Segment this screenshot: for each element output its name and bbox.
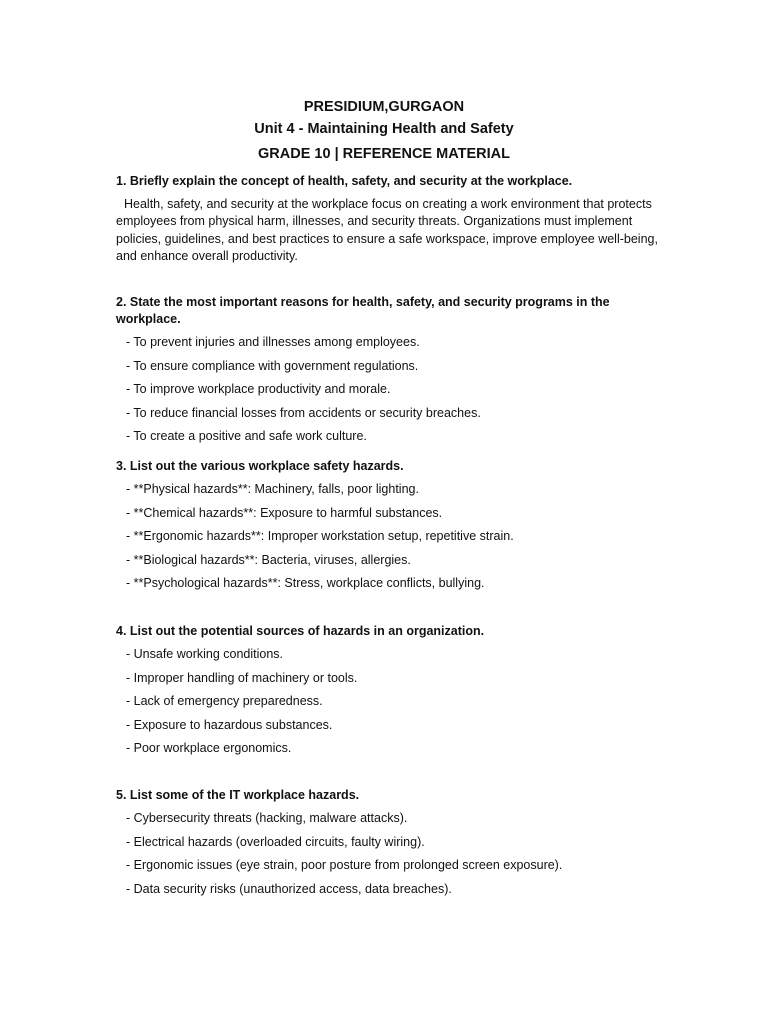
question-5: 5. List some of the IT workplace hazards.	[116, 788, 360, 802]
list-item: - Data security risks (unauthorized access, data breaches).	[126, 881, 452, 896]
question-2: 2. State the most important reasons for health, safety, and security programs in the workplace.	[116, 295, 610, 326]
list-item: - Unsafe working conditions.	[126, 647, 284, 661]
question-4: 4. List out the potential sources of hazards in an organization.	[116, 624, 485, 638]
section-4	[116, 623, 676, 764]
list-item: - Poor workplace ergonomics.	[126, 741, 292, 756]
answer-3-list	[126, 481, 676, 591]
list-item: - To prevent injuries and illnesses among employees.	[126, 335, 420, 349]
section-5	[116, 787, 676, 904]
list-item: - **Psychological hazards**: Stress, workplace conflicts, bullying.	[126, 576, 485, 591]
list-item: - Electrical hazards (overloaded circuits, faulty wiring).	[126, 834, 425, 849]
list-item: - Ergonomic issues (eye strain, poor posture from prolonged screen exposure).	[126, 858, 563, 873]
answer-4-list	[126, 646, 676, 756]
list-item: - To improve workplace productivity and morale.	[126, 382, 391, 397]
list-item: - **Chemical hazards**: Exposure to harmful substances.	[126, 505, 443, 520]
list-item: - **Biological hazards**: Bacteria, viruses, allergies.	[126, 552, 411, 567]
list-item: - Improper handling of machinery or tools.	[126, 670, 358, 685]
list-item: - To ensure compliance with government regulations.	[126, 358, 419, 373]
list-item: - **Ergonomic hazards**: Improper workstation setup, repetitive strain.	[126, 529, 514, 544]
list-item: - Lack of emergency preparedness.	[126, 694, 323, 709]
answer-5-list	[126, 810, 676, 897]
unit-title: Unit 4 - Maintaining Health and Safety	[254, 121, 514, 137]
grade-title: GRADE 10 | REFERENCE MATERIAL	[258, 146, 510, 162]
list-item: - Cybersecurity threats (hacking, malware attacks).	[126, 811, 408, 825]
section-2	[116, 294, 676, 452]
section-1	[116, 173, 676, 265]
school-title: PRESIDIUM,GURGAON	[303, 99, 465, 115]
question-1: 1. Briefly explain the concept of health, safety, and security at the workplace.	[116, 174, 573, 188]
section-3	[116, 458, 676, 599]
question-3: 3. List out the various workplace safety hazards.	[116, 459, 404, 473]
answer-2-list	[126, 334, 676, 444]
list-item: - To create a positive and safe work culture.	[126, 429, 367, 444]
list-item: - Exposure to hazardous substances.	[126, 717, 333, 732]
list-item: - **Physical hazards**: Machinery, falls, poor lighting.	[126, 482, 419, 496]
list-item: - To reduce financial losses from accidents or security breaches.	[126, 405, 481, 420]
answer-1-paragraph: Health, safety, and security at the workplace focus on creating a work environment that protects employees from physical harm, illnesses, and security threats. Organizations must implement policies, guidelines, and best practices to ensure a safe workspace, improve employee well-being, and enhance overall productivity.	[116, 197, 658, 263]
